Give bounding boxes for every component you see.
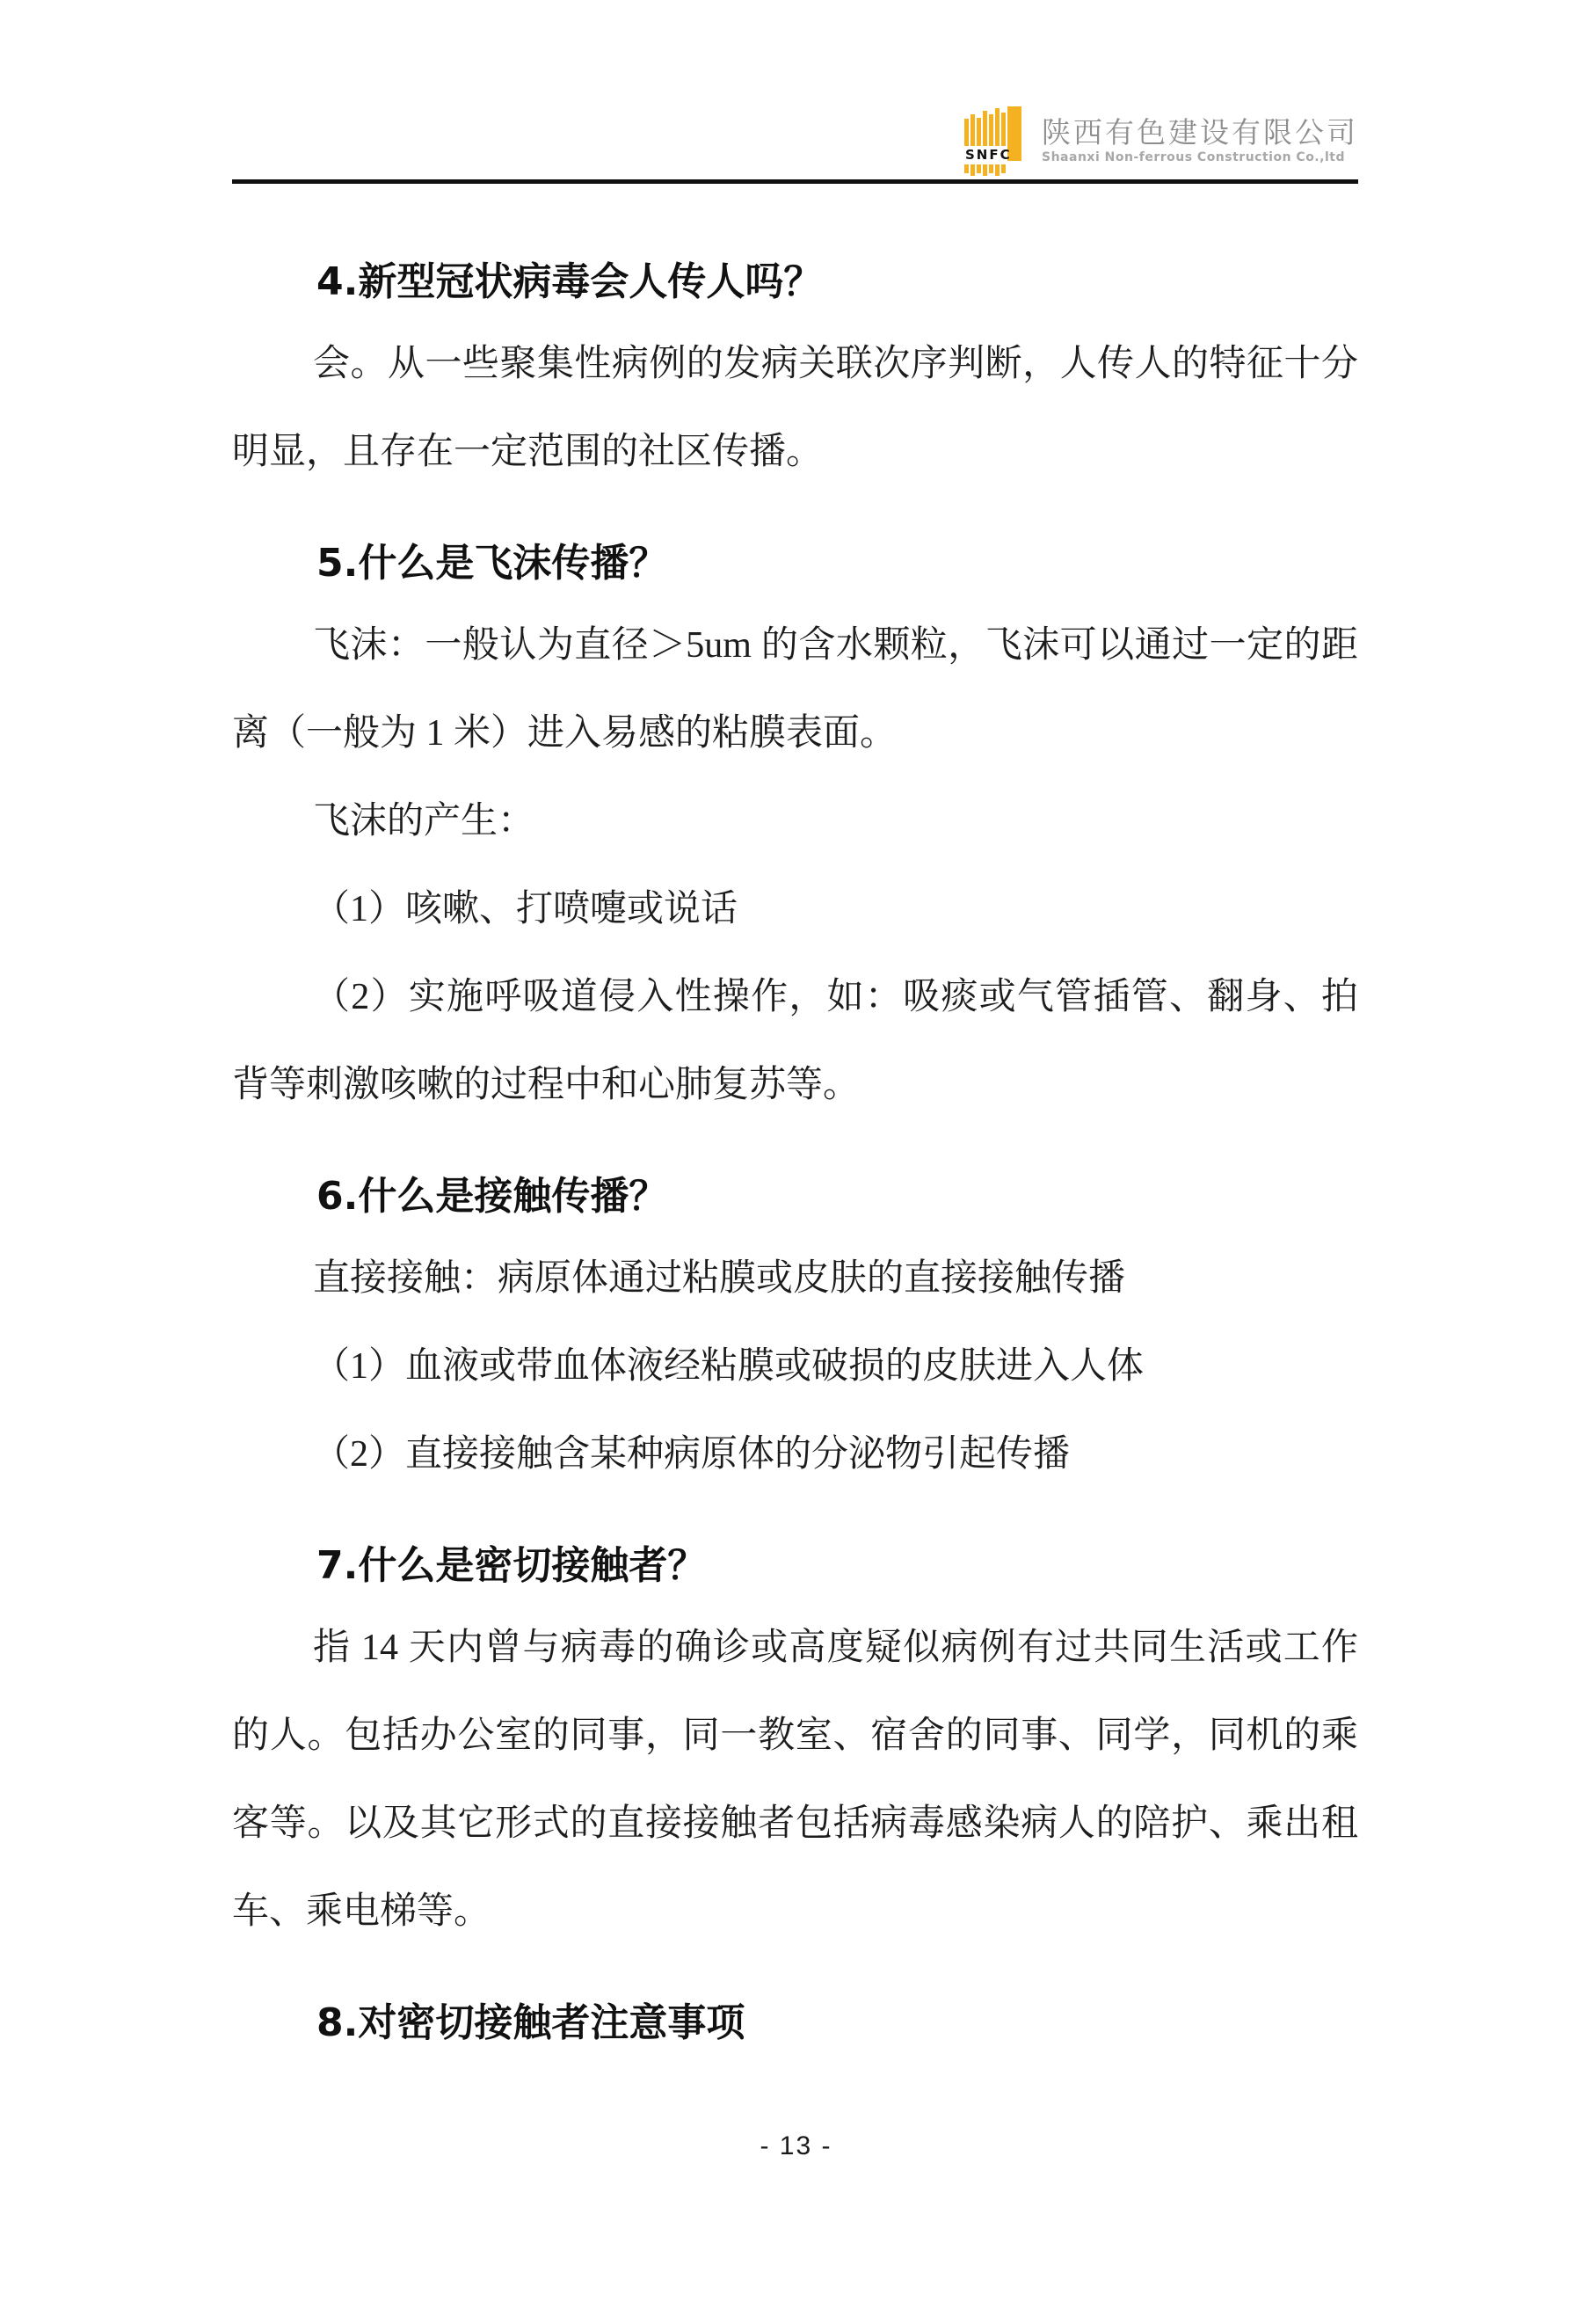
section-heading: 4.新型冠状病毒会人传人吗？ [316,259,823,304]
paragraph: （1）咳嗽、打喷嚏或说话 [313,889,738,929]
section-heading: 5.什么是飞沫传播？ [316,541,668,586]
section-heading: 8.对密切接触者注意事项 [316,2000,745,2045]
snfc-bars-icon [963,105,1028,177]
company-name-block [1042,116,1358,165]
paragraph: 直接接触：病原体通过粘膜或皮肤的直接接触传播 [313,1258,1126,1299]
company-name-zh: 陕西有色建设有限公司 [1042,115,1358,149]
section-7 [232,1542,1358,1956]
section-heading: 6.什么是接触传播？ [316,1174,668,1219]
document-body [0,184,1592,2047]
section-heading: 7.什么是密切接触者？ [316,1543,707,1588]
section-6 [232,1173,1358,1498]
paragraph: （2）实施呼吸道侵入性操作，如：吸痰或气管插管、翻身、拍背等刺激咳嗽的过程中和心肺复苏等。 [232,977,1358,1105]
paragraph: 飞沫的产生： [313,801,535,841]
snfc-abbr-label: SNFC [965,147,1012,163]
paragraph: 会。从一些聚集性病例的发病关联次序判断，人传人的特征十分明显，且存在一定范围的社区传播。 [232,344,1358,472]
paragraph: （1）血液或带血体液经粘膜或破损的皮肤进入人体 [313,1346,1145,1387]
section-8 [232,2000,1358,2047]
company-logo [232,0,1358,179]
paragraph: 指 14 天内曾与病毒的确诊或高度疑似病例有过共同生活或工作的人。包括办公室的同事，同一教室、宿舍的同事、同学，同机的乘客等。以及其它形式的直接接触者包括病毒感染病人的陪护、乘出租车、乘电梯等。 [232,1628,1358,1932]
page-header [0,0,1592,184]
paragraph: 飞沫：一般认为直径＞5um 的含水颗粒，飞沫可以通过一定的距离（一般为 1 米）进入易感的粘膜表面。 [232,625,1358,754]
section-5 [232,540,1358,1129]
paragraph: （2）直接接触含某种病原体的分泌物引起传播 [313,1434,1071,1475]
company-name-en: Shaanxi Non-ferrous Construction Co.,ltd [1042,150,1345,164]
page-footer [0,2131,1592,2324]
page-number: - 13 - [760,2131,832,2160]
section-4 [232,259,1358,496]
